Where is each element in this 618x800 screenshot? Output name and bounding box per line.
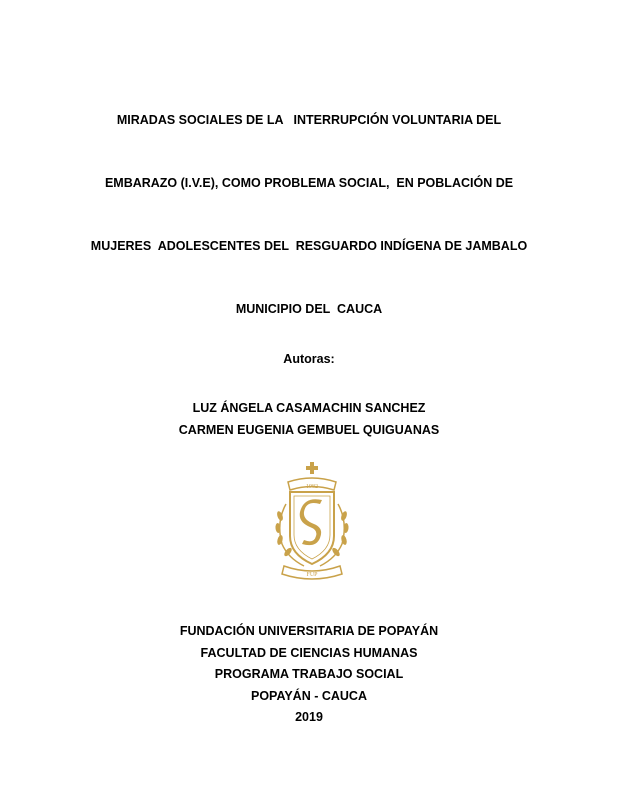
authors-heading: Autoras: bbox=[283, 352, 335, 366]
title-line: EMBARAZO (I.V.E), COMO PROBLEMA SOCIAL, EN POBLACIÓN DE bbox=[104, 176, 514, 190]
institution-line: 2019 bbox=[295, 710, 323, 724]
title-line: MUJERES ADOLESCENTES DEL RESGUARDO INDÍGENA DE JAMBALO bbox=[90, 239, 528, 253]
author-name: CARMEN EUGENIA GEMBUEL QUIGUANAS bbox=[178, 423, 440, 437]
title-line: MUNICIPIO DEL CAUCA bbox=[235, 302, 383, 316]
document-title bbox=[40, 68, 578, 362]
institution-line: POPAYÁN - CAUCA bbox=[251, 688, 367, 703]
institution-line: FUNDACIÓN UNIVERSITARIA DE POPAYÁN bbox=[179, 624, 439, 638]
institution-line: PROGRAMA TRABAJO SOCIAL bbox=[214, 667, 404, 681]
svg-text:1982: 1982 bbox=[306, 484, 318, 490]
institution-block bbox=[0, 621, 618, 729]
title-line: MIRADAS SOCIALES DE LA INTERRUPCIÓN VOLUNTARIA DEL bbox=[116, 113, 502, 127]
university-seal-icon bbox=[264, 460, 360, 585]
institution-line: FACULTAD DE CIENCIAS HUMANAS bbox=[200, 645, 418, 660]
svg-text:FUP: FUP bbox=[306, 572, 318, 578]
author-name: LUZ ÁNGELA CASAMACHIN SANCHEZ bbox=[192, 401, 426, 415]
